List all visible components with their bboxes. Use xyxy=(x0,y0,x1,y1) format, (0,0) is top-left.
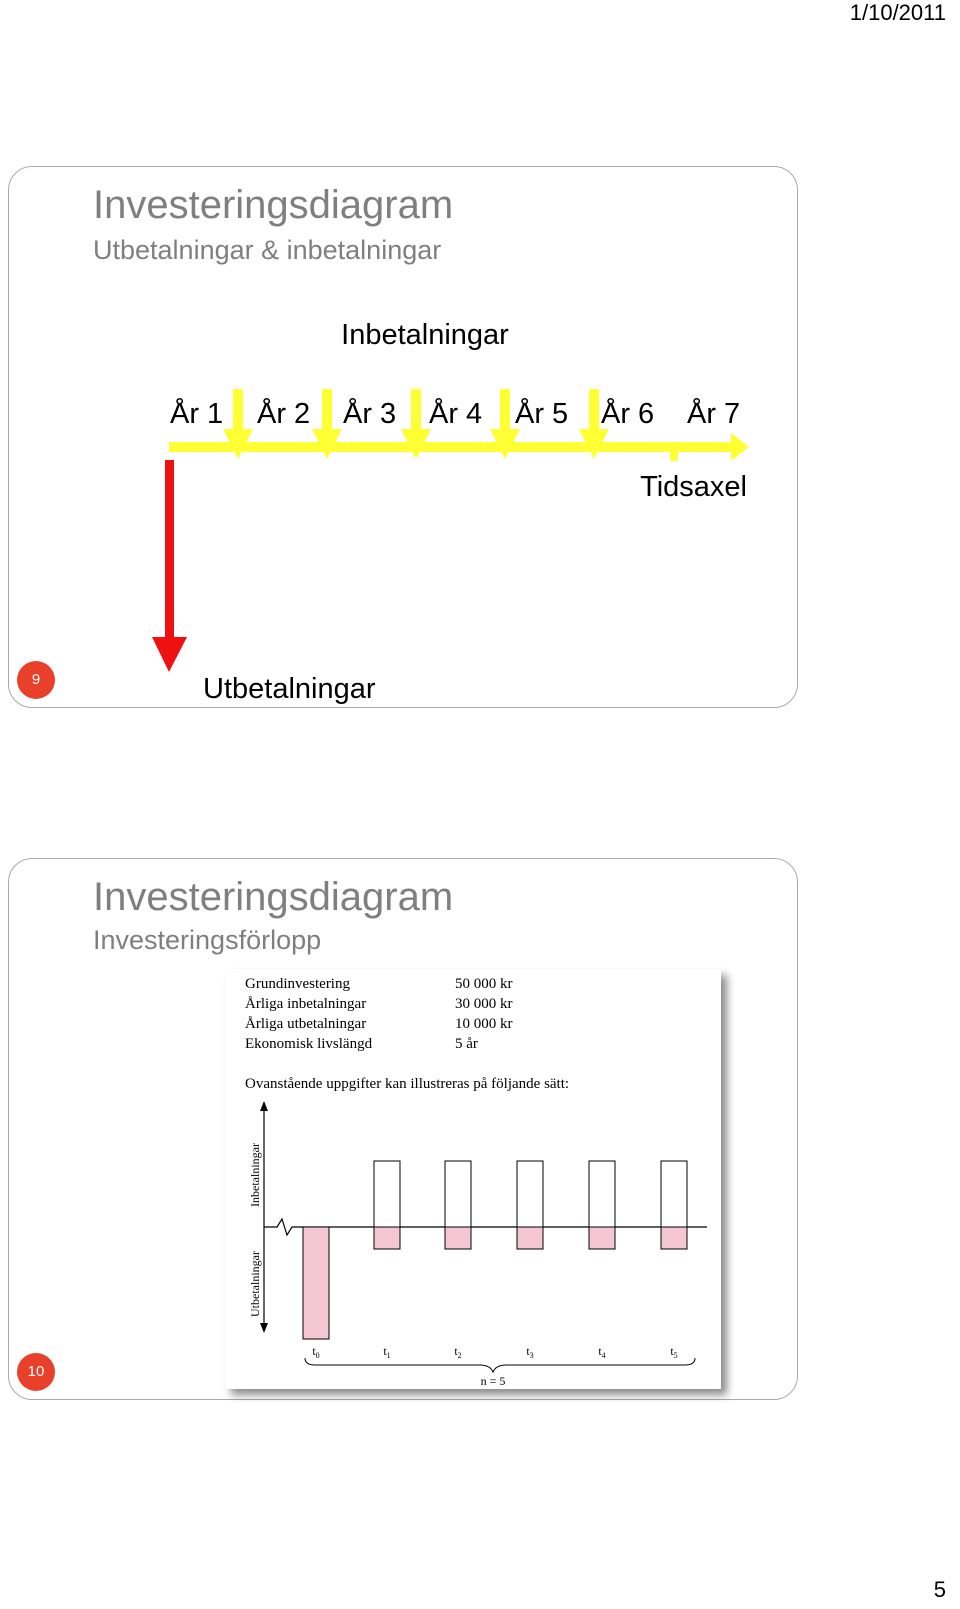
year-label: År 3 xyxy=(343,398,397,430)
time-axis-tick xyxy=(670,447,678,461)
fact-value: 5 år xyxy=(455,1036,478,1052)
fact-label: Ekonomisk livslängd xyxy=(245,1036,373,1052)
period-t: t xyxy=(454,1344,458,1358)
outflow-label: Utbetalningar xyxy=(203,673,376,705)
period-t: t xyxy=(670,1344,674,1358)
bar-outflow xyxy=(589,1227,615,1249)
period-sub: 4 xyxy=(601,1351,606,1360)
axis-label: Tidsaxel xyxy=(640,471,747,503)
period-brace xyxy=(305,1358,695,1372)
bar-outflow xyxy=(374,1227,400,1249)
period-t: t xyxy=(383,1344,387,1358)
axis-label-down: Utbetalningar xyxy=(248,1251,262,1317)
bar-outflow xyxy=(517,1227,543,1249)
cashflow-bars xyxy=(303,1161,687,1339)
period-t: t xyxy=(526,1344,530,1358)
year-label: År 4 xyxy=(429,398,483,430)
period-t: t xyxy=(598,1344,602,1358)
baseline xyxy=(264,1219,707,1235)
fact-value: 30 000 kr xyxy=(455,996,513,1012)
cashflow-timeline-diagram xyxy=(9,167,797,707)
time-axis xyxy=(169,442,735,452)
slide-number-badge: 9 xyxy=(17,661,55,699)
inflow-label: Inbetalningar xyxy=(341,319,509,351)
year-labels xyxy=(170,397,740,430)
slide-subtitle: Utbetalningar & inbetalningar xyxy=(93,235,442,265)
bar-outflow xyxy=(661,1227,687,1249)
period-sub: 5 xyxy=(673,1351,678,1360)
slide-10 xyxy=(8,858,798,1400)
period-sub: 1 xyxy=(386,1351,391,1360)
lifetime-label: n = 5 xyxy=(480,1374,506,1388)
slide-number-badge: 10 xyxy=(17,1353,55,1391)
axis-arrow-up xyxy=(260,1101,268,1111)
slide-9 xyxy=(8,166,798,708)
fact-label: Årliga utbetalningar xyxy=(245,1016,367,1032)
slide-title: Investeringsdiagram xyxy=(93,875,454,919)
year-label: År 7 xyxy=(687,398,741,430)
bar-inflow xyxy=(661,1161,687,1227)
slide-title: Investeringsdiagram xyxy=(93,183,454,227)
period-label xyxy=(454,1344,461,1360)
bar-inflow xyxy=(517,1161,543,1227)
period-sub: 2 xyxy=(457,1351,462,1360)
fact-value: 50 000 kr xyxy=(455,976,513,992)
fact-value: 10 000 kr xyxy=(455,1016,513,1032)
period-label xyxy=(383,1344,390,1360)
caption: Ovanstående uppgifter kan illustreras på följande sätt: xyxy=(245,1076,570,1092)
header-date: 1/10/2011 xyxy=(849,0,946,25)
period-sub: 3 xyxy=(529,1351,534,1360)
page-number: 5 xyxy=(933,1577,946,1602)
bar-initial-investment xyxy=(303,1227,329,1339)
period-label xyxy=(670,1344,677,1360)
axis-label-up: Inbetalningar xyxy=(248,1143,262,1207)
year-label: År 6 xyxy=(601,398,655,430)
bar-inflow xyxy=(374,1161,400,1227)
facts-list xyxy=(245,976,513,1052)
year-label: År 2 xyxy=(257,398,311,430)
period-label xyxy=(526,1344,533,1360)
bar-outflow xyxy=(445,1227,471,1249)
period-label xyxy=(312,1344,319,1360)
period-labels xyxy=(312,1344,677,1360)
period-sub: 0 xyxy=(315,1351,320,1360)
investment-illustration xyxy=(225,969,721,1389)
fact-label: Årliga inbetalningar xyxy=(245,996,367,1012)
year-label: År 5 xyxy=(515,398,569,430)
investment-figure xyxy=(225,969,721,1389)
year-label: År 1 xyxy=(170,398,224,430)
axis-arrow-down xyxy=(260,1323,268,1333)
bar-inflow xyxy=(589,1161,615,1227)
period-label xyxy=(598,1344,605,1360)
bar-inflow xyxy=(445,1161,471,1227)
period-t: t xyxy=(312,1344,316,1358)
time-axis-arrowhead xyxy=(731,433,749,461)
outflow-arrow xyxy=(152,460,187,672)
fact-label: Grundinvestering xyxy=(245,976,350,992)
slide-subtitle: Investeringsförlopp xyxy=(93,925,322,955)
